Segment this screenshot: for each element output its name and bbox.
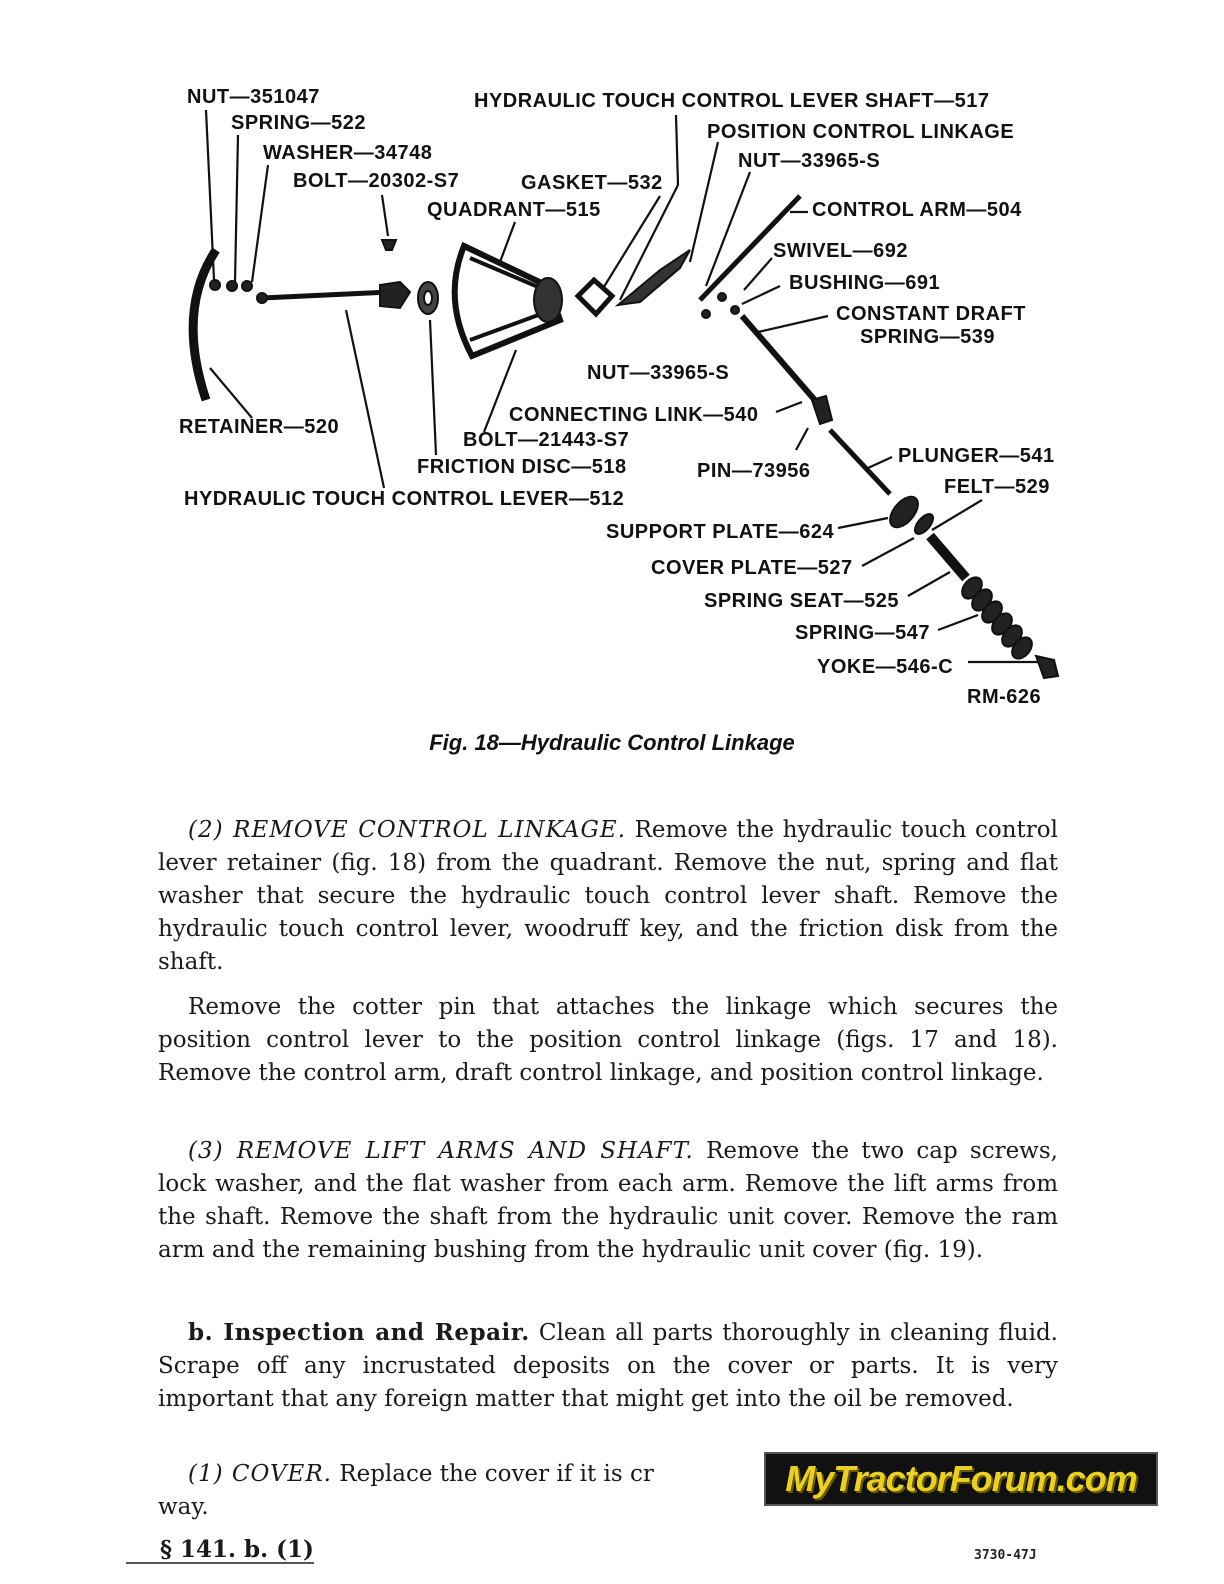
gasket-part	[578, 280, 612, 314]
leader-line	[210, 368, 252, 418]
label-control-arm-504: CONTROL ARM—504	[812, 199, 1022, 221]
label-nut-33965-s-lower: NUT—33965-S	[587, 362, 730, 384]
leader-line	[742, 286, 780, 304]
leader-line	[862, 538, 914, 566]
exploded-parts-diagram	[0, 0, 1224, 780]
bolt-part	[382, 240, 396, 250]
label-swivel-692: SWIVEL—692	[773, 240, 909, 262]
paragraph-text: Remove the hydraulic touch control lever retainer (fig. 18) from the quadrant. Remove the nut, spring and flat washer that secure the hydraulic touch control lever shaft. Remove the hydraulic touch control lever, woodruff key, and the friction disk from the shaft.	[158, 817, 1058, 975]
label-constant-draft: CONSTANT DRAFT	[836, 303, 1026, 325]
label-connecting-link-540: CONNECTING LINK—540	[509, 404, 759, 426]
shaft-part	[262, 292, 390, 298]
paragraph-heading: (3) REMOVE LIFT ARMS AND SHAFT.	[188, 1138, 694, 1164]
leader-line	[932, 500, 982, 530]
label-support-plate-624: SUPPORT PLATE—624	[606, 521, 835, 543]
leader-line	[346, 310, 384, 488]
label-spring-547: SPRING—547	[795, 622, 931, 644]
label-spring-539: SPRING—539	[860, 326, 996, 348]
yoke-part	[1036, 656, 1058, 678]
label-gasket-532: GASKET—532	[521, 172, 663, 194]
paragraph-remove-lift-arms	[158, 1135, 1058, 1267]
leader-line	[676, 115, 678, 185]
label-washer-34748: WASHER—34748	[263, 142, 433, 164]
paragraph-text: Clean all parts thoroughly in cleaning fluid. Scrape off any incrustated deposits on the cover or parts. It is very important that any foreign matter that might get into the oil be removed.	[158, 1320, 1058, 1412]
label-bolt-21443-s7: BOLT—21443-S7	[463, 429, 630, 451]
figure-caption: Fig. 18—Hydraulic Control Linkage	[429, 730, 795, 755]
leader-line	[838, 518, 888, 528]
diagram-drawing	[0, 0, 1224, 780]
leader-line	[776, 402, 802, 412]
paragraph-heading: (2) REMOVE CONTROL LINKAGE.	[188, 817, 627, 843]
label-retainer-520: RETAINER—520	[179, 416, 340, 438]
section-reference: § 141. b. (1)	[160, 1536, 314, 1563]
spring-part	[227, 281, 237, 291]
label-friction-disc-518: FRICTION DISC—518	[417, 456, 627, 478]
paragraph-remove-control-linkage	[158, 814, 1058, 979]
label-bolt-20302-s7: BOLT—20302-S7	[293, 170, 460, 192]
nut-part	[210, 280, 220, 290]
label-lever-shaft-517: HYDRAULIC TOUCH CONTROL LEVER SHAFT—517	[474, 90, 990, 112]
leader-line	[382, 195, 388, 236]
washer-part	[242, 281, 252, 291]
shaft-end	[257, 293, 267, 303]
label-spring-seat-525: SPRING SEAT—525	[704, 590, 899, 612]
label-pin-73956: PIN—73956	[697, 460, 811, 482]
label-plunger-541: PLUNGER—541	[898, 445, 1055, 467]
watermark-logo	[764, 1452, 1158, 1506]
label-cover-plate-527: COVER PLATE—527	[651, 557, 853, 579]
label-nut-33965-s-upper: NUT—33965-S	[738, 150, 881, 172]
label-bushing-691: BUSHING—691	[789, 272, 941, 294]
leader-line	[796, 428, 808, 450]
swivel-part	[718, 293, 726, 301]
paragraph-heading: (1) COVER.	[188, 1461, 332, 1487]
leader-line	[758, 316, 828, 332]
watermark-text: MyTractorForum.com	[785, 1458, 1137, 1499]
label-yoke-546-c: YOKE—546-C	[817, 656, 954, 678]
leader-line	[430, 320, 436, 455]
leader-line	[938, 615, 978, 630]
label-felt-529: FELT—529	[944, 476, 1050, 498]
label-touch-control-lever-512: HYDRAULIC TOUCH CONTROL LEVER—512	[184, 488, 625, 510]
leader-line	[500, 222, 515, 262]
leader-line	[235, 135, 238, 282]
paragraph-cotter-pin	[158, 991, 1058, 1090]
document-code: 3730-47J	[974, 1548, 1037, 1563]
leader-line	[252, 165, 268, 282]
quadrant-hub	[534, 278, 562, 322]
paragraph-cover-continued	[158, 1491, 458, 1524]
paragraph-inspection-repair	[158, 1316, 1058, 1416]
leader-line	[690, 142, 718, 262]
paragraph-cover	[158, 1458, 718, 1491]
constant-draft-spring-part	[742, 316, 820, 406]
spring-seat-part	[930, 536, 966, 578]
label-nut-351047: NUT—351047	[187, 86, 320, 108]
connecting-link-part	[812, 396, 832, 424]
paragraph-text: way.	[158, 1494, 209, 1520]
paragraph-text: Replace the cover if it is cr	[331, 1461, 654, 1487]
position-control-linkage-part	[618, 250, 690, 305]
label-quadrant-515: QUADRANT—515	[427, 199, 601, 221]
paragraph-text: Remove the cotter pin that attaches the linkage which secures the position control lever to the position control linkage (figs. 17 and 18). Remove the control arm, draft control linkage, and position control linkage.	[158, 994, 1058, 1086]
leader-line	[908, 572, 950, 596]
bushing-part	[731, 306, 739, 314]
figure-reference-code: RM-626	[967, 686, 1042, 708]
paragraph-heading: b. Inspection and Repair.	[188, 1319, 530, 1346]
label-spring-522: SPRING—522	[231, 112, 367, 134]
leader-line	[868, 457, 892, 468]
paragraph-text: Remove the two cap screws, lock washer, and the flat washer from each arm. Remove the lift arms from the shaft. Remove the shaft from the hydraulic unit cover. Remove the ram arm and the remaining bushing from the hydraulic unit cover (fig. 19).	[158, 1138, 1058, 1263]
leader-line	[744, 258, 772, 290]
label-position-control-linkage: POSITION CONTROL LINKAGE	[707, 121, 1015, 143]
lever-hub	[380, 282, 410, 308]
